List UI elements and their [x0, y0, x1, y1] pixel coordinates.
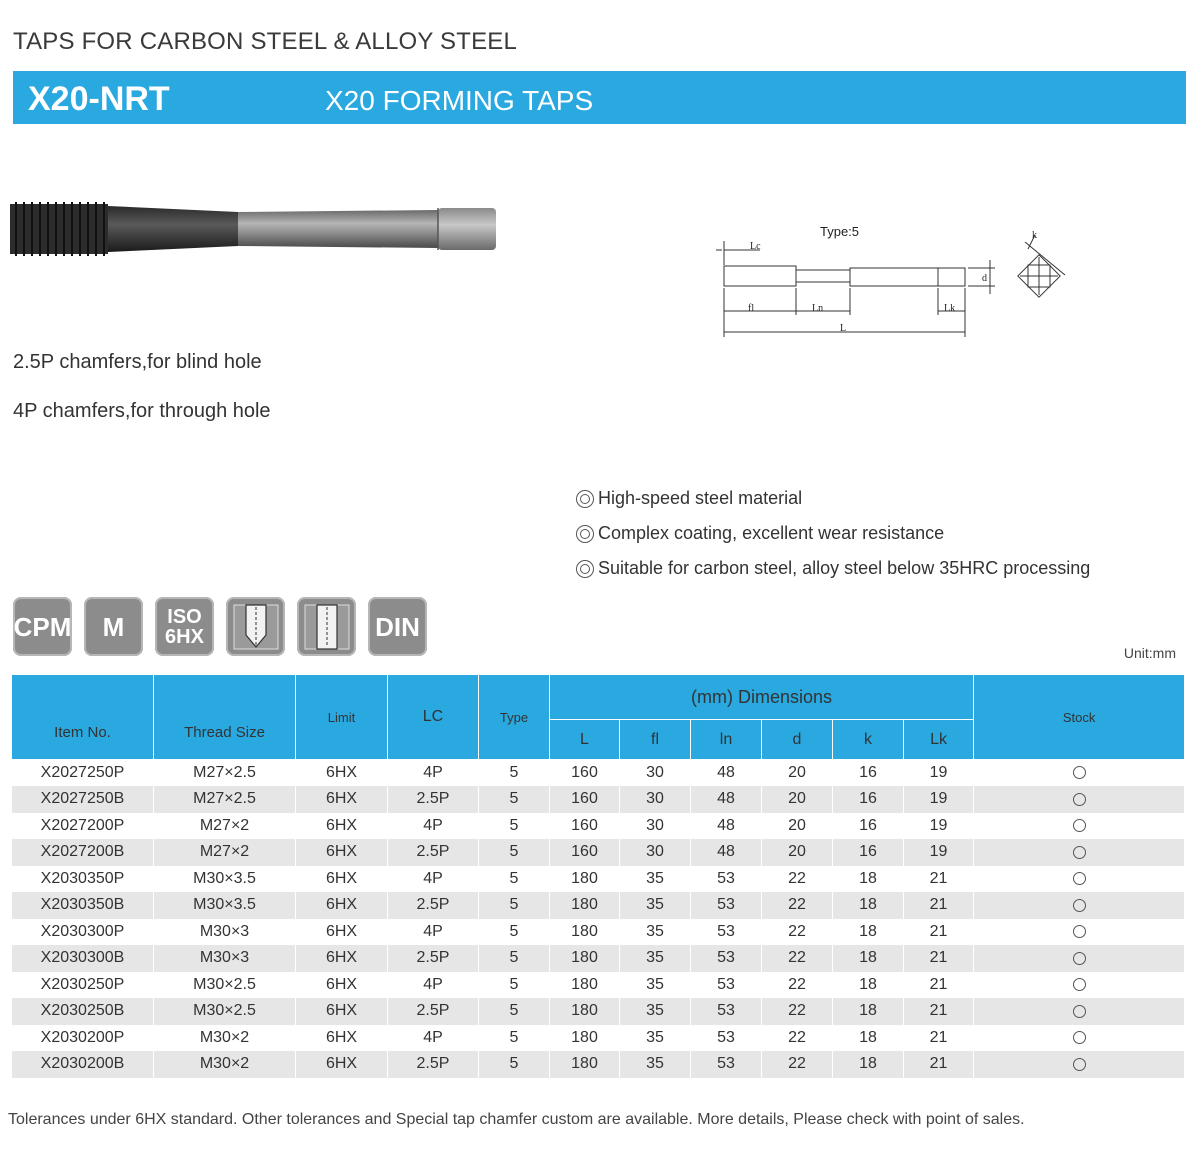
- cell-dim-l: 160: [550, 839, 620, 866]
- cell-dim-l: 160: [550, 813, 620, 840]
- cell-dim-lk: 19: [904, 786, 974, 813]
- feature-text: Complex coating, excellent wear resistance: [598, 523, 945, 543]
- cell-item-no: X2030350B: [12, 892, 154, 919]
- cell-dim-ln: 48: [691, 839, 762, 866]
- cell-dim-lk: 19: [904, 839, 974, 866]
- cell-lc: 2.5P: [388, 786, 479, 813]
- feature-list: [576, 481, 1090, 586]
- cell-item-no: X2030300B: [12, 945, 154, 972]
- spec-badges: [13, 597, 427, 656]
- iso-badge: [155, 597, 214, 656]
- cell-lc: 4P: [388, 760, 479, 787]
- cell-dim-ln: 48: [691, 760, 762, 787]
- cell-lc: 4P: [388, 813, 479, 840]
- cell-dim-lk: 21: [904, 1025, 974, 1052]
- table-row: [12, 813, 1185, 840]
- cell-item-no: X2030350P: [12, 866, 154, 893]
- table-row: [12, 945, 1185, 972]
- cell-lc: 2.5P: [388, 998, 479, 1025]
- cell-dim-k: 18: [833, 1051, 904, 1078]
- cell-dim-lk: 19: [904, 760, 974, 787]
- cell-type: 5: [479, 945, 550, 972]
- cell-dim-fl: 35: [620, 972, 691, 999]
- stock-circle-icon: [1073, 766, 1086, 779]
- cell-dim-l: 160: [550, 786, 620, 813]
- stock-circle-icon: [1073, 1058, 1086, 1071]
- cell-dim-d: 22: [762, 919, 833, 946]
- header-dim-k: k: [833, 720, 904, 760]
- cell-dim-fl: 35: [620, 945, 691, 972]
- cell-dim-d: 22: [762, 945, 833, 972]
- feature-text: Suitable for carbon steel, alloy steel below 35HRC processing: [598, 558, 1091, 578]
- cell-dim-d: 20: [762, 786, 833, 813]
- cell-dim-fl: 35: [620, 998, 691, 1025]
- header-lc: LC: [388, 675, 479, 760]
- cell-dim-lk: 19: [904, 813, 974, 840]
- cell-thread-size: M30×3: [154, 945, 296, 972]
- stock-circle-icon: [1073, 952, 1086, 965]
- cell-type: 5: [479, 760, 550, 787]
- cell-dim-fl: 35: [620, 866, 691, 893]
- unit-label: Unit:mm: [1123, 645, 1176, 661]
- cell-dim-lk: 21: [904, 892, 974, 919]
- cell-dim-l: 160: [550, 760, 620, 787]
- cell-dim-l: 180: [550, 1025, 620, 1052]
- diagram-label-fl: fl: [748, 303, 755, 314]
- cell-dim-l: 180: [550, 1051, 620, 1078]
- cell-item-no: X2027250B: [12, 786, 154, 813]
- cell-dim-ln: 53: [691, 892, 762, 919]
- cell-dim-k: 18: [833, 998, 904, 1025]
- cell-limit: 6HX: [296, 813, 388, 840]
- footer-note: Tolerances under 6HX standard. Other tolerances and Special tap chamfer custom are available. More details, Please check with point of sales.: [8, 1111, 1025, 1128]
- cell-dim-l: 180: [550, 919, 620, 946]
- cell-limit: 6HX: [296, 919, 388, 946]
- diagram-label-lk: Lk: [944, 303, 956, 314]
- cell-limit: 6HX: [296, 786, 388, 813]
- feature-item: [576, 551, 1090, 586]
- cell-dim-d: 22: [762, 866, 833, 893]
- cell-stock: [974, 839, 1185, 866]
- diagram-label-l: L: [840, 323, 847, 334]
- cell-dim-fl: 35: [620, 919, 691, 946]
- cell-dim-fl: 35: [620, 1025, 691, 1052]
- cell-type: 5: [479, 892, 550, 919]
- header-dimensions: (mm) Dimensions: [550, 675, 974, 720]
- header-item-no: Item No.: [12, 675, 154, 760]
- cell-dim-ln: 53: [691, 1051, 762, 1078]
- cell-dim-lk: 21: [904, 919, 974, 946]
- cell-stock: [974, 972, 1185, 999]
- cell-type: 5: [479, 866, 550, 893]
- double-circle-icon: [576, 525, 594, 543]
- cell-thread-size: M30×3: [154, 919, 296, 946]
- header-dim-d: d: [762, 720, 833, 760]
- iso-badge-top: ISO: [167, 605, 202, 628]
- cell-dim-k: 16: [833, 786, 904, 813]
- spec-table: [11, 674, 1185, 1078]
- blind-hole-icon: [226, 597, 285, 656]
- cell-dim-fl: 30: [620, 839, 691, 866]
- diagram-label-lc: Lc: [750, 241, 761, 252]
- header-limit: Limit: [296, 675, 388, 760]
- stock-circle-icon: [1073, 846, 1086, 859]
- din-badge: DIN: [368, 597, 427, 656]
- table-row: [12, 786, 1185, 813]
- cell-type: 5: [479, 813, 550, 840]
- cell-dim-k: 18: [833, 892, 904, 919]
- cell-thread-size: M30×2.5: [154, 972, 296, 999]
- cell-stock: [974, 866, 1185, 893]
- cell-item-no: X2027200B: [12, 839, 154, 866]
- iso-badge-bottom: 6HX: [165, 625, 204, 648]
- feature-item: [576, 516, 1090, 551]
- stock-circle-icon: [1073, 1031, 1086, 1044]
- cell-limit: 6HX: [296, 972, 388, 999]
- stock-circle-icon: [1073, 819, 1086, 832]
- double-circle-icon: [576, 560, 594, 578]
- cell-item-no: X2027250P: [12, 760, 154, 787]
- cell-stock: [974, 1025, 1185, 1052]
- cell-lc: 2.5P: [388, 839, 479, 866]
- cell-lc: 4P: [388, 866, 479, 893]
- cell-dim-ln: 53: [691, 998, 762, 1025]
- header-thread-size: Thread Size: [154, 675, 296, 760]
- cell-dim-d: 20: [762, 760, 833, 787]
- table-row: [12, 760, 1185, 787]
- cell-dim-k: 18: [833, 919, 904, 946]
- cell-dim-lk: 21: [904, 945, 974, 972]
- cell-dim-ln: 53: [691, 866, 762, 893]
- cell-limit: 6HX: [296, 839, 388, 866]
- cell-stock: [974, 998, 1185, 1025]
- stock-circle-icon: [1073, 925, 1086, 938]
- cell-dim-l: 180: [550, 866, 620, 893]
- table-row: [12, 1025, 1185, 1052]
- cell-dim-ln: 53: [691, 972, 762, 999]
- cell-item-no: X2030200P: [12, 1025, 154, 1052]
- table-row: [12, 892, 1185, 919]
- cell-dim-k: 16: [833, 839, 904, 866]
- cell-thread-size: M27×2: [154, 839, 296, 866]
- diagram-type-label: Type:5: [820, 224, 860, 239]
- stock-circle-icon: [1073, 793, 1086, 806]
- cell-type: 5: [479, 972, 550, 999]
- cell-stock: [974, 892, 1185, 919]
- cell-thread-size: M30×3.5: [154, 866, 296, 893]
- cell-limit: 6HX: [296, 945, 388, 972]
- cell-limit: 6HX: [296, 892, 388, 919]
- table-row: [12, 998, 1185, 1025]
- category-title: TAPS FOR CARBON STEEL & ALLOY STEEL: [13, 28, 518, 55]
- cell-dim-k: 18: [833, 945, 904, 972]
- cell-limit: 6HX: [296, 1051, 388, 1078]
- cell-dim-d: 22: [762, 972, 833, 999]
- m-badge: M: [84, 597, 143, 656]
- cell-dim-lk: 21: [904, 998, 974, 1025]
- table-row: [12, 866, 1185, 893]
- stock-circle-icon: [1073, 978, 1086, 991]
- header-stock: Stock: [974, 675, 1185, 760]
- cpm-badge: CPM: [13, 597, 72, 656]
- model-name: X20-NRT: [28, 80, 170, 118]
- cell-dim-fl: 30: [620, 813, 691, 840]
- cell-dim-ln: 53: [691, 1025, 762, 1052]
- cell-dim-k: 18: [833, 1025, 904, 1052]
- cell-limit: 6HX: [296, 866, 388, 893]
- cell-dim-d: 22: [762, 892, 833, 919]
- cell-dim-fl: 30: [620, 760, 691, 787]
- stock-circle-icon: [1073, 872, 1086, 885]
- cell-thread-size: M30×3.5: [154, 892, 296, 919]
- cell-thread-size: M27×2.5: [154, 786, 296, 813]
- stock-circle-icon: [1073, 1005, 1086, 1018]
- cell-dim-l: 180: [550, 892, 620, 919]
- cell-dim-k: 18: [833, 866, 904, 893]
- cell-dim-d: 20: [762, 813, 833, 840]
- through-hole-icon: [297, 597, 356, 656]
- cell-dim-lk: 21: [904, 972, 974, 999]
- cell-dim-d: 22: [762, 1051, 833, 1078]
- tap-dimension-diagram: [700, 215, 1080, 345]
- cell-type: 5: [479, 1025, 550, 1052]
- cell-dim-ln: 53: [691, 945, 762, 972]
- cell-lc: 2.5P: [388, 945, 479, 972]
- cell-dim-fl: 35: [620, 892, 691, 919]
- cell-item-no: X2030200B: [12, 1051, 154, 1078]
- cell-thread-size: M30×2: [154, 1051, 296, 1078]
- cell-lc: 2.5P: [388, 892, 479, 919]
- cell-type: 5: [479, 839, 550, 866]
- table-row: [12, 919, 1185, 946]
- cell-dim-l: 180: [550, 998, 620, 1025]
- cell-lc: 4P: [388, 1025, 479, 1052]
- cell-thread-size: M30×2.5: [154, 998, 296, 1025]
- table-row: [12, 972, 1185, 999]
- cell-dim-ln: 53: [691, 919, 762, 946]
- cell-limit: 6HX: [296, 1025, 388, 1052]
- double-circle-icon: [576, 490, 594, 508]
- cell-thread-size: M27×2: [154, 813, 296, 840]
- cell-thread-size: M30×2: [154, 1025, 296, 1052]
- cell-dim-l: 180: [550, 972, 620, 999]
- cell-dim-d: 20: [762, 839, 833, 866]
- tap-product-image: [8, 190, 500, 270]
- diagram-label-ln: Ln: [812, 303, 824, 314]
- cell-dim-fl: 35: [620, 1051, 691, 1078]
- diagram-label-k: k: [1032, 230, 1037, 241]
- cell-limit: 6HX: [296, 760, 388, 787]
- diagram-label-d: d: [982, 273, 987, 284]
- header-type: Type: [479, 675, 550, 760]
- cell-stock: [974, 760, 1185, 787]
- header-dim-l: L: [550, 720, 620, 760]
- cell-item-no: X2030250P: [12, 972, 154, 999]
- product-subtitle: X20 FORMING TAPS: [325, 85, 594, 116]
- feature-text: High-speed steel material: [598, 488, 803, 508]
- cell-dim-ln: 48: [691, 813, 762, 840]
- cell-type: 5: [479, 1051, 550, 1078]
- cell-lc: 4P: [388, 972, 479, 999]
- cell-stock: [974, 919, 1185, 946]
- header-dim-fl: fl: [620, 720, 691, 760]
- cell-dim-k: 16: [833, 813, 904, 840]
- stock-circle-icon: [1073, 899, 1086, 912]
- cell-type: 5: [479, 998, 550, 1025]
- cell-limit: 6HX: [296, 998, 388, 1025]
- product-banner: [13, 71, 1186, 124]
- cell-item-no: X2030300P: [12, 919, 154, 946]
- cell-item-no: X2030250B: [12, 998, 154, 1025]
- cell-dim-lk: 21: [904, 866, 974, 893]
- cell-dim-fl: 30: [620, 786, 691, 813]
- table-row: [12, 1051, 1185, 1078]
- chamfer-note-through: 4P chamfers,for through hole: [13, 400, 271, 422]
- cell-lc: 2.5P: [388, 1051, 479, 1078]
- cell-stock: [974, 786, 1185, 813]
- cell-dim-d: 22: [762, 1025, 833, 1052]
- cell-lc: 4P: [388, 919, 479, 946]
- cell-type: 5: [479, 919, 550, 946]
- header-dim-lk: Lk: [904, 720, 974, 760]
- cell-stock: [974, 945, 1185, 972]
- header-dim-ln: ln: [691, 720, 762, 760]
- cell-stock: [974, 1051, 1185, 1078]
- cell-dim-k: 18: [833, 972, 904, 999]
- cell-thread-size: M27×2.5: [154, 760, 296, 787]
- table-row: [12, 839, 1185, 866]
- cell-dim-lk: 21: [904, 1051, 974, 1078]
- cell-type: 5: [479, 786, 550, 813]
- chamfer-note-blind: 2.5P chamfers,for blind hole: [13, 351, 262, 373]
- cell-dim-l: 180: [550, 945, 620, 972]
- cell-item-no: X2027200P: [12, 813, 154, 840]
- cell-stock: [974, 813, 1185, 840]
- cell-dim-ln: 48: [691, 786, 762, 813]
- feature-item: [576, 481, 1090, 516]
- cell-dim-k: 16: [833, 760, 904, 787]
- cell-dim-d: 22: [762, 998, 833, 1025]
